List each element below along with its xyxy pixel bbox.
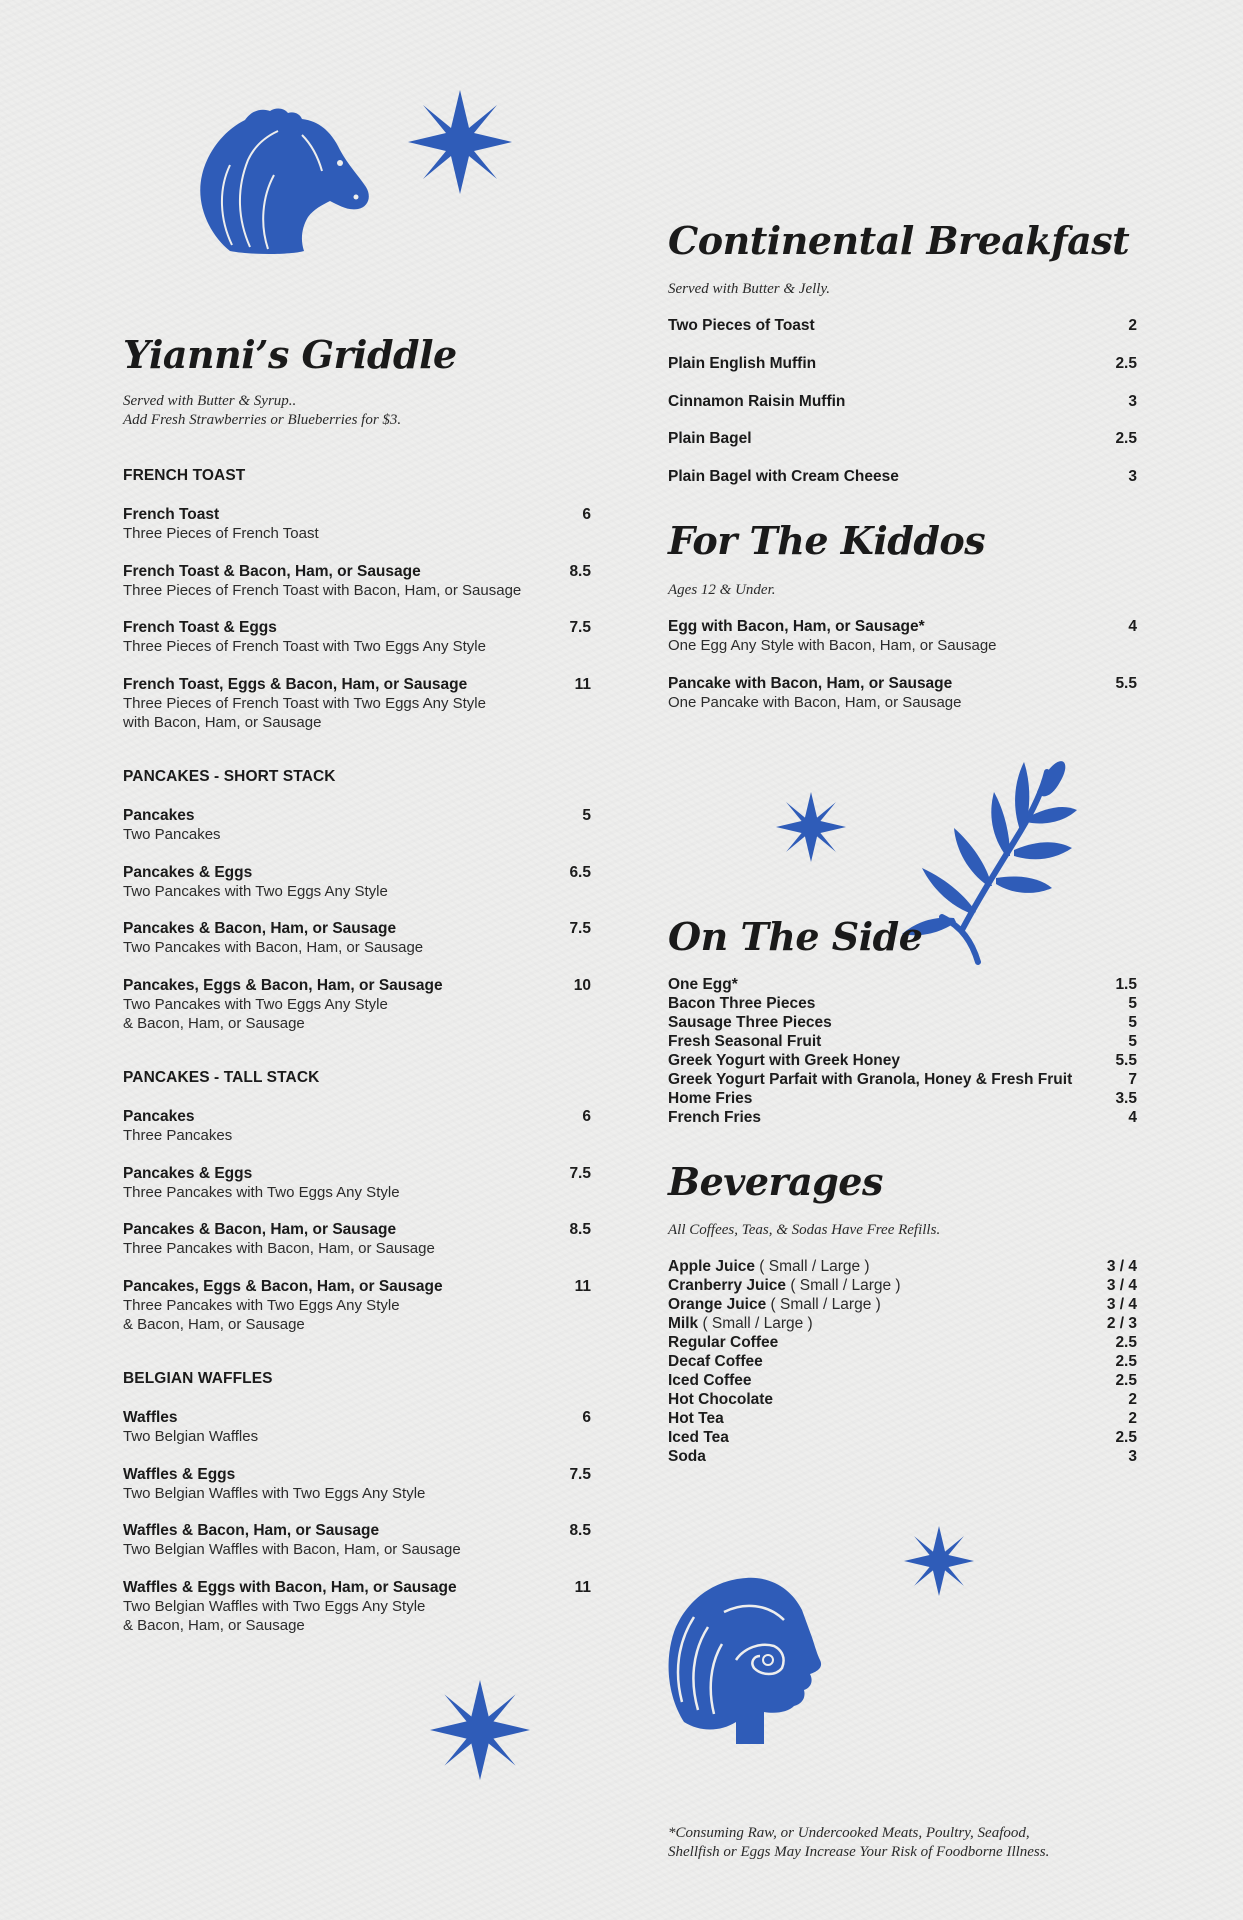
menu-item xyxy=(123,1521,591,1559)
item-description: Three Pieces of French Toast with Bacon, Ham, or Sausage xyxy=(123,582,522,599)
beverage-item xyxy=(668,1257,1137,1276)
item-price: 2.5 xyxy=(1115,1429,1137,1446)
side-item xyxy=(668,1051,1137,1070)
beverage-name: Cranberry Juice xyxy=(668,1277,787,1294)
menu-item xyxy=(123,806,591,844)
item-description: Three Pancakes with Two Eggs Any Style xyxy=(123,1184,400,1201)
item-price: 5 xyxy=(582,807,591,824)
item-price: 11 xyxy=(574,1579,591,1596)
item-description: Two Pancakes with Bacon, Ham, or Sausage xyxy=(123,939,424,956)
item-name xyxy=(668,1315,813,1332)
item-price: 10 xyxy=(573,977,591,994)
beverage-name: Iced Coffee xyxy=(668,1372,752,1389)
item-name: Plain Bagel with Cream Cheese xyxy=(668,468,899,486)
beverage-item xyxy=(668,1333,1137,1352)
item-name xyxy=(668,1296,881,1313)
item-description: Three Pancakes with Bacon, Ham, or Sausage xyxy=(123,1240,435,1257)
item-name xyxy=(668,1334,778,1351)
item-description: Two Belgian Waffles xyxy=(123,1428,259,1445)
item-name: Pancakes & Eggs xyxy=(123,864,253,881)
right-column xyxy=(668,0,1137,1920)
item-price: 2 xyxy=(1128,317,1137,334)
item-name: Pancakes & Bacon, Ham, or Sausage xyxy=(123,920,397,937)
beverage-name: Iced Tea xyxy=(668,1429,729,1446)
item-price: 6.5 xyxy=(569,864,591,881)
item-name: One Egg* xyxy=(668,976,738,993)
item-name: Pancakes & Eggs xyxy=(123,1165,253,1182)
item-price: 8.5 xyxy=(569,563,591,580)
section-heading: FRENCH TOAST xyxy=(123,467,246,484)
beverage-item xyxy=(668,1371,1137,1390)
menu-item xyxy=(123,675,591,732)
item-price: 2.5 xyxy=(1115,430,1137,448)
item-description: Two Pancakes with Two Eggs Any Style xyxy=(123,883,388,900)
menu-item xyxy=(668,467,1137,486)
item-name: Egg with Bacon, Ham, or Sausage* xyxy=(668,618,925,635)
item-description: Three Pancakes xyxy=(123,1127,233,1144)
item-price: 4 xyxy=(1128,1109,1137,1126)
item-price: 8.5 xyxy=(569,1221,591,1238)
continental-note: Served with Butter & Jelly. xyxy=(668,281,831,297)
menu-item xyxy=(123,1220,591,1258)
item-name: Pancakes & Bacon, Ham, or Sausage xyxy=(123,1221,397,1238)
item-price: 2.5 xyxy=(1115,1353,1137,1370)
item-name: French Toast, Eggs & Bacon, Ham, or Sausage xyxy=(123,676,468,693)
menu-item xyxy=(123,1164,591,1202)
item-price: 7.5 xyxy=(569,1165,591,1182)
item-price: 4 xyxy=(1128,618,1137,635)
item-name: Pancakes, Eggs & Bacon, Ham, or Sausage xyxy=(123,1278,443,1295)
beverages-list xyxy=(668,1257,1137,1466)
beverages-note: All Coffees, Teas, & Sodas Have Free Refills. xyxy=(668,1222,941,1238)
menu-item xyxy=(668,354,1137,373)
item-price: 3 xyxy=(1128,392,1137,410)
item-name: Pancakes xyxy=(123,1108,195,1125)
item-name: Cinnamon Raisin Muffin xyxy=(668,392,846,410)
beverage-item xyxy=(668,1390,1137,1409)
menu-item xyxy=(668,674,1137,712)
item-name: Waffles & Eggs xyxy=(123,1466,236,1483)
item-description: Two Pancakes with Two Eggs Any Style & Bacon, Ham, or Sausage xyxy=(123,996,388,1032)
item-price: 8.5 xyxy=(569,1522,591,1539)
menu-item xyxy=(123,976,591,1033)
section-heading: PANCAKES - TALL STACK xyxy=(123,1069,320,1086)
item-name: Plain Bagel xyxy=(668,430,752,448)
item-price: 3 / 4 xyxy=(1106,1277,1137,1294)
item-name: French Toast & Eggs xyxy=(123,619,277,636)
item-description: Three Pieces of French Toast with Two Eggs Any Style with Bacon, Ham, or Sausage xyxy=(123,695,486,731)
item-name xyxy=(668,1391,773,1408)
item-name: Sausage Three Pieces xyxy=(668,1014,832,1031)
item-price: 5 xyxy=(1128,1033,1137,1050)
item-price: 2.5 xyxy=(1115,354,1137,372)
kiddos-title: For The Kiddos xyxy=(668,518,986,563)
item-price: 2 xyxy=(1128,1391,1137,1408)
beverage-item xyxy=(668,1352,1137,1371)
item-price: 7 xyxy=(1128,1071,1137,1088)
item-price: 2 / 3 xyxy=(1106,1315,1137,1332)
item-price: 5.5 xyxy=(1115,675,1137,692)
size-options: ( Small / Large ) xyxy=(755,1258,870,1275)
item-description: One Egg Any Style with Bacon, Ham, or Sausage xyxy=(668,637,997,654)
item-name: Waffles xyxy=(123,1409,178,1426)
side-item xyxy=(668,1032,1137,1051)
item-description: Two Belgian Waffles with Two Eggs Any Style xyxy=(123,1485,426,1502)
section-heading: PANCAKES - SHORT STACK xyxy=(123,768,336,785)
beverage-item xyxy=(668,1295,1137,1314)
item-description: Two Belgian Waffles with Bacon, Ham, or Sausage xyxy=(123,1541,461,1558)
item-name xyxy=(668,1448,706,1465)
item-price: 11 xyxy=(574,1278,591,1295)
continental-title: Continental Breakfast xyxy=(668,218,1130,263)
menu-item xyxy=(668,617,1137,655)
menu-item xyxy=(123,863,591,901)
item-description: Three Pancakes with Two Eggs Any Style & Bacon, Ham, or Sausage xyxy=(123,1297,400,1333)
item-price: 3 / 4 xyxy=(1106,1296,1137,1313)
menu-item xyxy=(123,919,591,957)
menu-item xyxy=(123,618,591,656)
item-name: Pancakes xyxy=(123,807,195,824)
item-name: French Toast & Bacon, Ham, or Sausage xyxy=(123,563,421,580)
beverage-item xyxy=(668,1314,1137,1333)
item-price: 5 xyxy=(1128,995,1137,1012)
beverage-name: Decaf Coffee xyxy=(668,1353,763,1370)
menu-item xyxy=(668,316,1137,335)
item-description: Two Pancakes xyxy=(123,826,221,843)
menu-item xyxy=(123,562,591,600)
beverage-name: Milk xyxy=(668,1315,699,1332)
item-description: Three Pieces of French Toast with Two Eggs Any Style xyxy=(123,638,486,655)
beverage-item xyxy=(668,1276,1137,1295)
side-item xyxy=(668,994,1137,1013)
item-price: 3 xyxy=(1128,468,1137,486)
item-price: 1.5 xyxy=(1115,976,1137,993)
size-options: ( Small / Large ) xyxy=(786,1277,901,1294)
item-description: One Pancake with Bacon, Ham, or Sausage xyxy=(668,694,962,711)
section-heading: BELGIAN WAFFLES xyxy=(123,1370,273,1387)
side-item xyxy=(668,1070,1137,1089)
beverage-item xyxy=(668,1447,1137,1466)
item-name xyxy=(668,1277,901,1294)
kiddos-note: Ages 12 & Under. xyxy=(668,582,776,598)
item-name xyxy=(668,1410,724,1427)
item-price: 6 xyxy=(582,1108,591,1125)
side-item xyxy=(668,1089,1137,1108)
item-name xyxy=(668,1353,763,1370)
item-name: Pancakes, Eggs & Bacon, Ham, or Sausage xyxy=(123,977,443,994)
item-price: 6 xyxy=(582,506,591,523)
item-name: Home Fries xyxy=(668,1090,753,1107)
item-price: 7.5 xyxy=(569,619,591,636)
item-price: 11 xyxy=(574,676,591,693)
item-name xyxy=(668,1372,752,1389)
item-name: French Toast xyxy=(123,506,220,523)
item-price: 2.5 xyxy=(1115,1334,1137,1351)
item-price: 3 / 4 xyxy=(1106,1258,1137,1275)
item-name: Greek Yogurt Parfait with Granola, Honey & Fresh Fruit xyxy=(668,1071,1073,1088)
menu-item xyxy=(123,1408,591,1446)
item-price: 3.5 xyxy=(1115,1090,1137,1107)
item-name: Greek Yogurt with Greek Honey xyxy=(668,1052,900,1069)
item-price: 6 xyxy=(582,1409,591,1426)
item-name: Two Pieces of Toast xyxy=(668,317,815,334)
side-list xyxy=(668,975,1137,1127)
item-name: Waffles & Eggs with Bacon, Ham, or Sausage xyxy=(123,1579,457,1596)
menu-item xyxy=(668,392,1137,411)
item-price: 5 xyxy=(1128,1014,1137,1031)
menu-item xyxy=(123,1277,591,1334)
item-name: Plain English Muffin xyxy=(668,354,817,372)
beverage-item xyxy=(668,1409,1137,1428)
item-name: Bacon Three Pieces xyxy=(668,995,816,1012)
item-name: Waffles & Bacon, Ham, or Sausage xyxy=(123,1522,380,1539)
item-name: French Fries xyxy=(668,1109,762,1126)
item-price: 3 xyxy=(1128,1448,1137,1465)
menu-item xyxy=(123,1465,591,1503)
beverage-name: Apple Juice xyxy=(668,1258,755,1275)
side-item xyxy=(668,975,1137,994)
item-price: 2.5 xyxy=(1115,1372,1137,1389)
item-price: 7.5 xyxy=(569,1466,591,1483)
item-price: 5.5 xyxy=(1115,1052,1137,1069)
griddle-note: Served with Butter & Syrup.. Add Fresh Strawberries or Blueberries for $3. xyxy=(123,393,402,428)
item-name: Pancake with Bacon, Ham, or Sausage xyxy=(668,675,953,692)
griddle-section xyxy=(123,0,591,1920)
griddle-title: Yianni’s Griddle xyxy=(123,332,457,377)
item-name xyxy=(668,1429,729,1446)
size-options: ( Small / Large ) xyxy=(698,1315,813,1332)
menu-item xyxy=(123,1578,591,1635)
item-name xyxy=(668,1258,870,1275)
menu-item xyxy=(668,429,1137,448)
beverage-name: Hot Chocolate xyxy=(668,1391,774,1408)
side-item xyxy=(668,1013,1137,1032)
side-title: On The Side xyxy=(668,914,923,959)
beverage-name: Hot Tea xyxy=(668,1410,724,1427)
side-item xyxy=(668,1108,1137,1127)
item-description: Three Pieces of French Toast xyxy=(123,525,319,542)
menu-item xyxy=(123,1107,591,1145)
item-name: Fresh Seasonal Fruit xyxy=(668,1033,822,1050)
item-price: 7.5 xyxy=(569,920,591,937)
beverage-name: Orange Juice xyxy=(668,1296,767,1313)
beverage-name: Regular Coffee xyxy=(668,1334,779,1351)
size-options: ( Small / Large ) xyxy=(766,1296,881,1313)
item-description: Two Belgian Waffles with Two Eggs Any Style & Bacon, Ham, or Sausage xyxy=(123,1598,426,1634)
beverages-title: Beverages xyxy=(668,1159,883,1204)
beverage-item xyxy=(668,1428,1137,1447)
disclaimer: *Consuming Raw, or Undercooked Meats, Poultry, Seafood, Shellfish or Eggs May Increase Your Risk of Foodborne Illness. xyxy=(668,1825,1050,1860)
item-price: 2 xyxy=(1128,1410,1137,1427)
beverage-name: Soda xyxy=(668,1448,706,1465)
menu-item xyxy=(123,505,591,543)
